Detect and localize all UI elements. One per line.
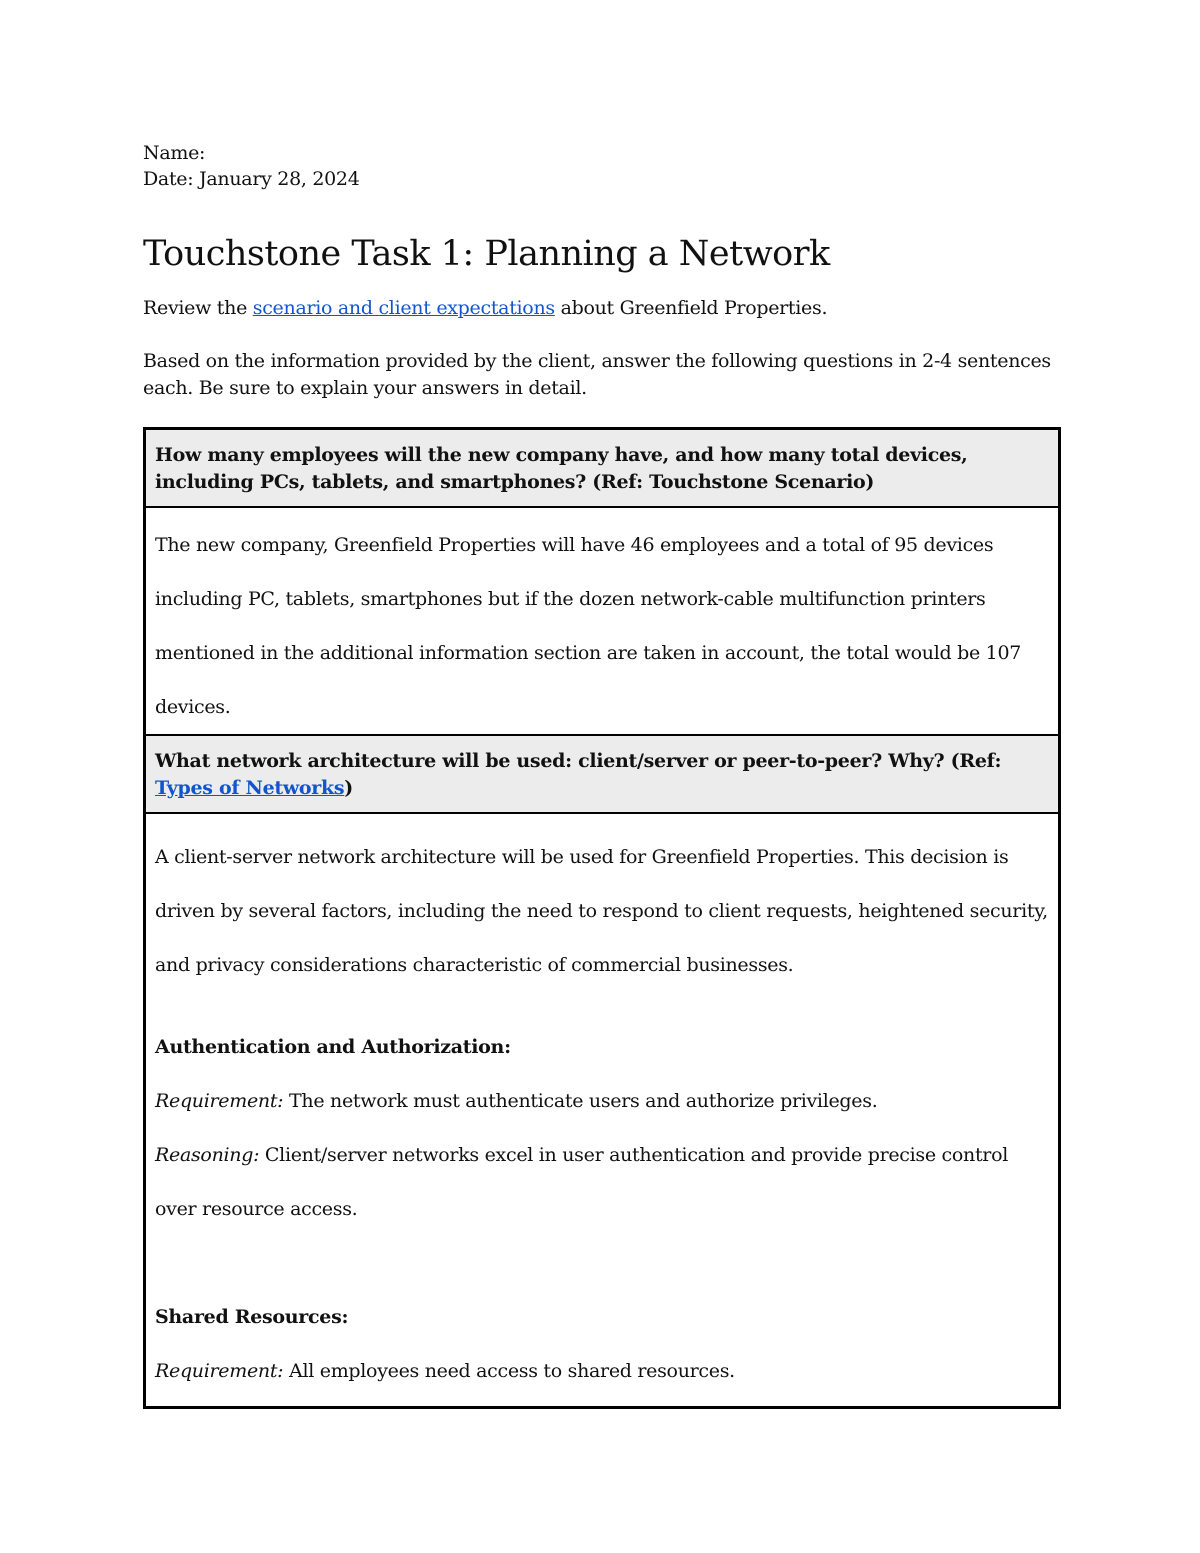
spacer — [155, 1236, 1049, 1290]
shared-requirement-text: All employees need access to shared resources. — [283, 1360, 735, 1383]
auth-requirement-text: The network must authenticate users and authorize privileges. — [283, 1090, 878, 1113]
question-row-1 — [145, 429, 1060, 508]
answer-1-text: The new company, Greenfield Properties will have 46 employees and a total of 95 devices including PC, tablets, smartphones but if the dozen network-cable multifunction printers mentioned in the additional information section are taken in account, the total would be 107 devices. — [155, 533, 1022, 718]
auth-requirement-label: Requirement: — [155, 1090, 284, 1113]
review-suffix: about Greenfield Properties. — [554, 297, 828, 319]
question-1: How many employees will the new company have, and how many total devices, including PCs, tablets, and smartphones? (Ref: Touchstone Scenario) — [145, 429, 1060, 508]
question-2-suffix: ) — [344, 777, 353, 799]
shared-requirement-label: Requirement: — [155, 1360, 284, 1383]
answer-row-2 — [145, 813, 1060, 1407]
auth-requirement — [155, 1074, 1049, 1128]
scenario-link[interactable]: scenario and client expectations — [252, 297, 555, 319]
date-line: Date: January 28, 2024 — [143, 168, 360, 190]
review-paragraph — [143, 295, 1061, 322]
auth-reasoning — [155, 1128, 1049, 1236]
spacer — [155, 992, 1049, 1020]
auth-reasoning-label: Reasoning: — [155, 1144, 260, 1167]
name-field-label: Name: — [143, 142, 206, 164]
answer-row-1 — [145, 507, 1060, 735]
qa-table — [143, 427, 1061, 1409]
shared-resources-heading: Shared Resources: — [155, 1306, 349, 1329]
document-title: Touchstone Task 1: Planning a Network — [143, 234, 830, 274]
document-page — [143, 140, 1061, 1383]
types-of-networks-link[interactable]: Types of Networks — [155, 777, 345, 799]
review-prefix: Review the — [143, 297, 253, 319]
auth-heading: Authentication and Authorization: — [155, 1036, 511, 1059]
question-2 — [145, 735, 1060, 813]
auth-reasoning-text: Client/server networks excel in user authentication and provide precise control over resource access. — [155, 1144, 1009, 1221]
shared-resources-requirement — [155, 1344, 1049, 1398]
answer-1 — [145, 507, 1060, 735]
instructions-paragraph: Based on the information provided by the client, answer the following questions in 2-4 sentences each. Be sure to explain your answers in detail. — [143, 350, 1051, 399]
question-row-2 — [145, 735, 1060, 813]
question-2-prefix: What network architecture will be used: client/server or peer-to-peer? Why? (Ref: — [155, 750, 1002, 772]
answer-2 — [145, 813, 1060, 1407]
answer-2-intro: A client-server network architecture will be used for Greenfield Properties. This decision is driven by several factors, including the need to respond to client requests, heightened security, and privacy considerations characteristic of commercial businesses. — [155, 846, 1048, 977]
